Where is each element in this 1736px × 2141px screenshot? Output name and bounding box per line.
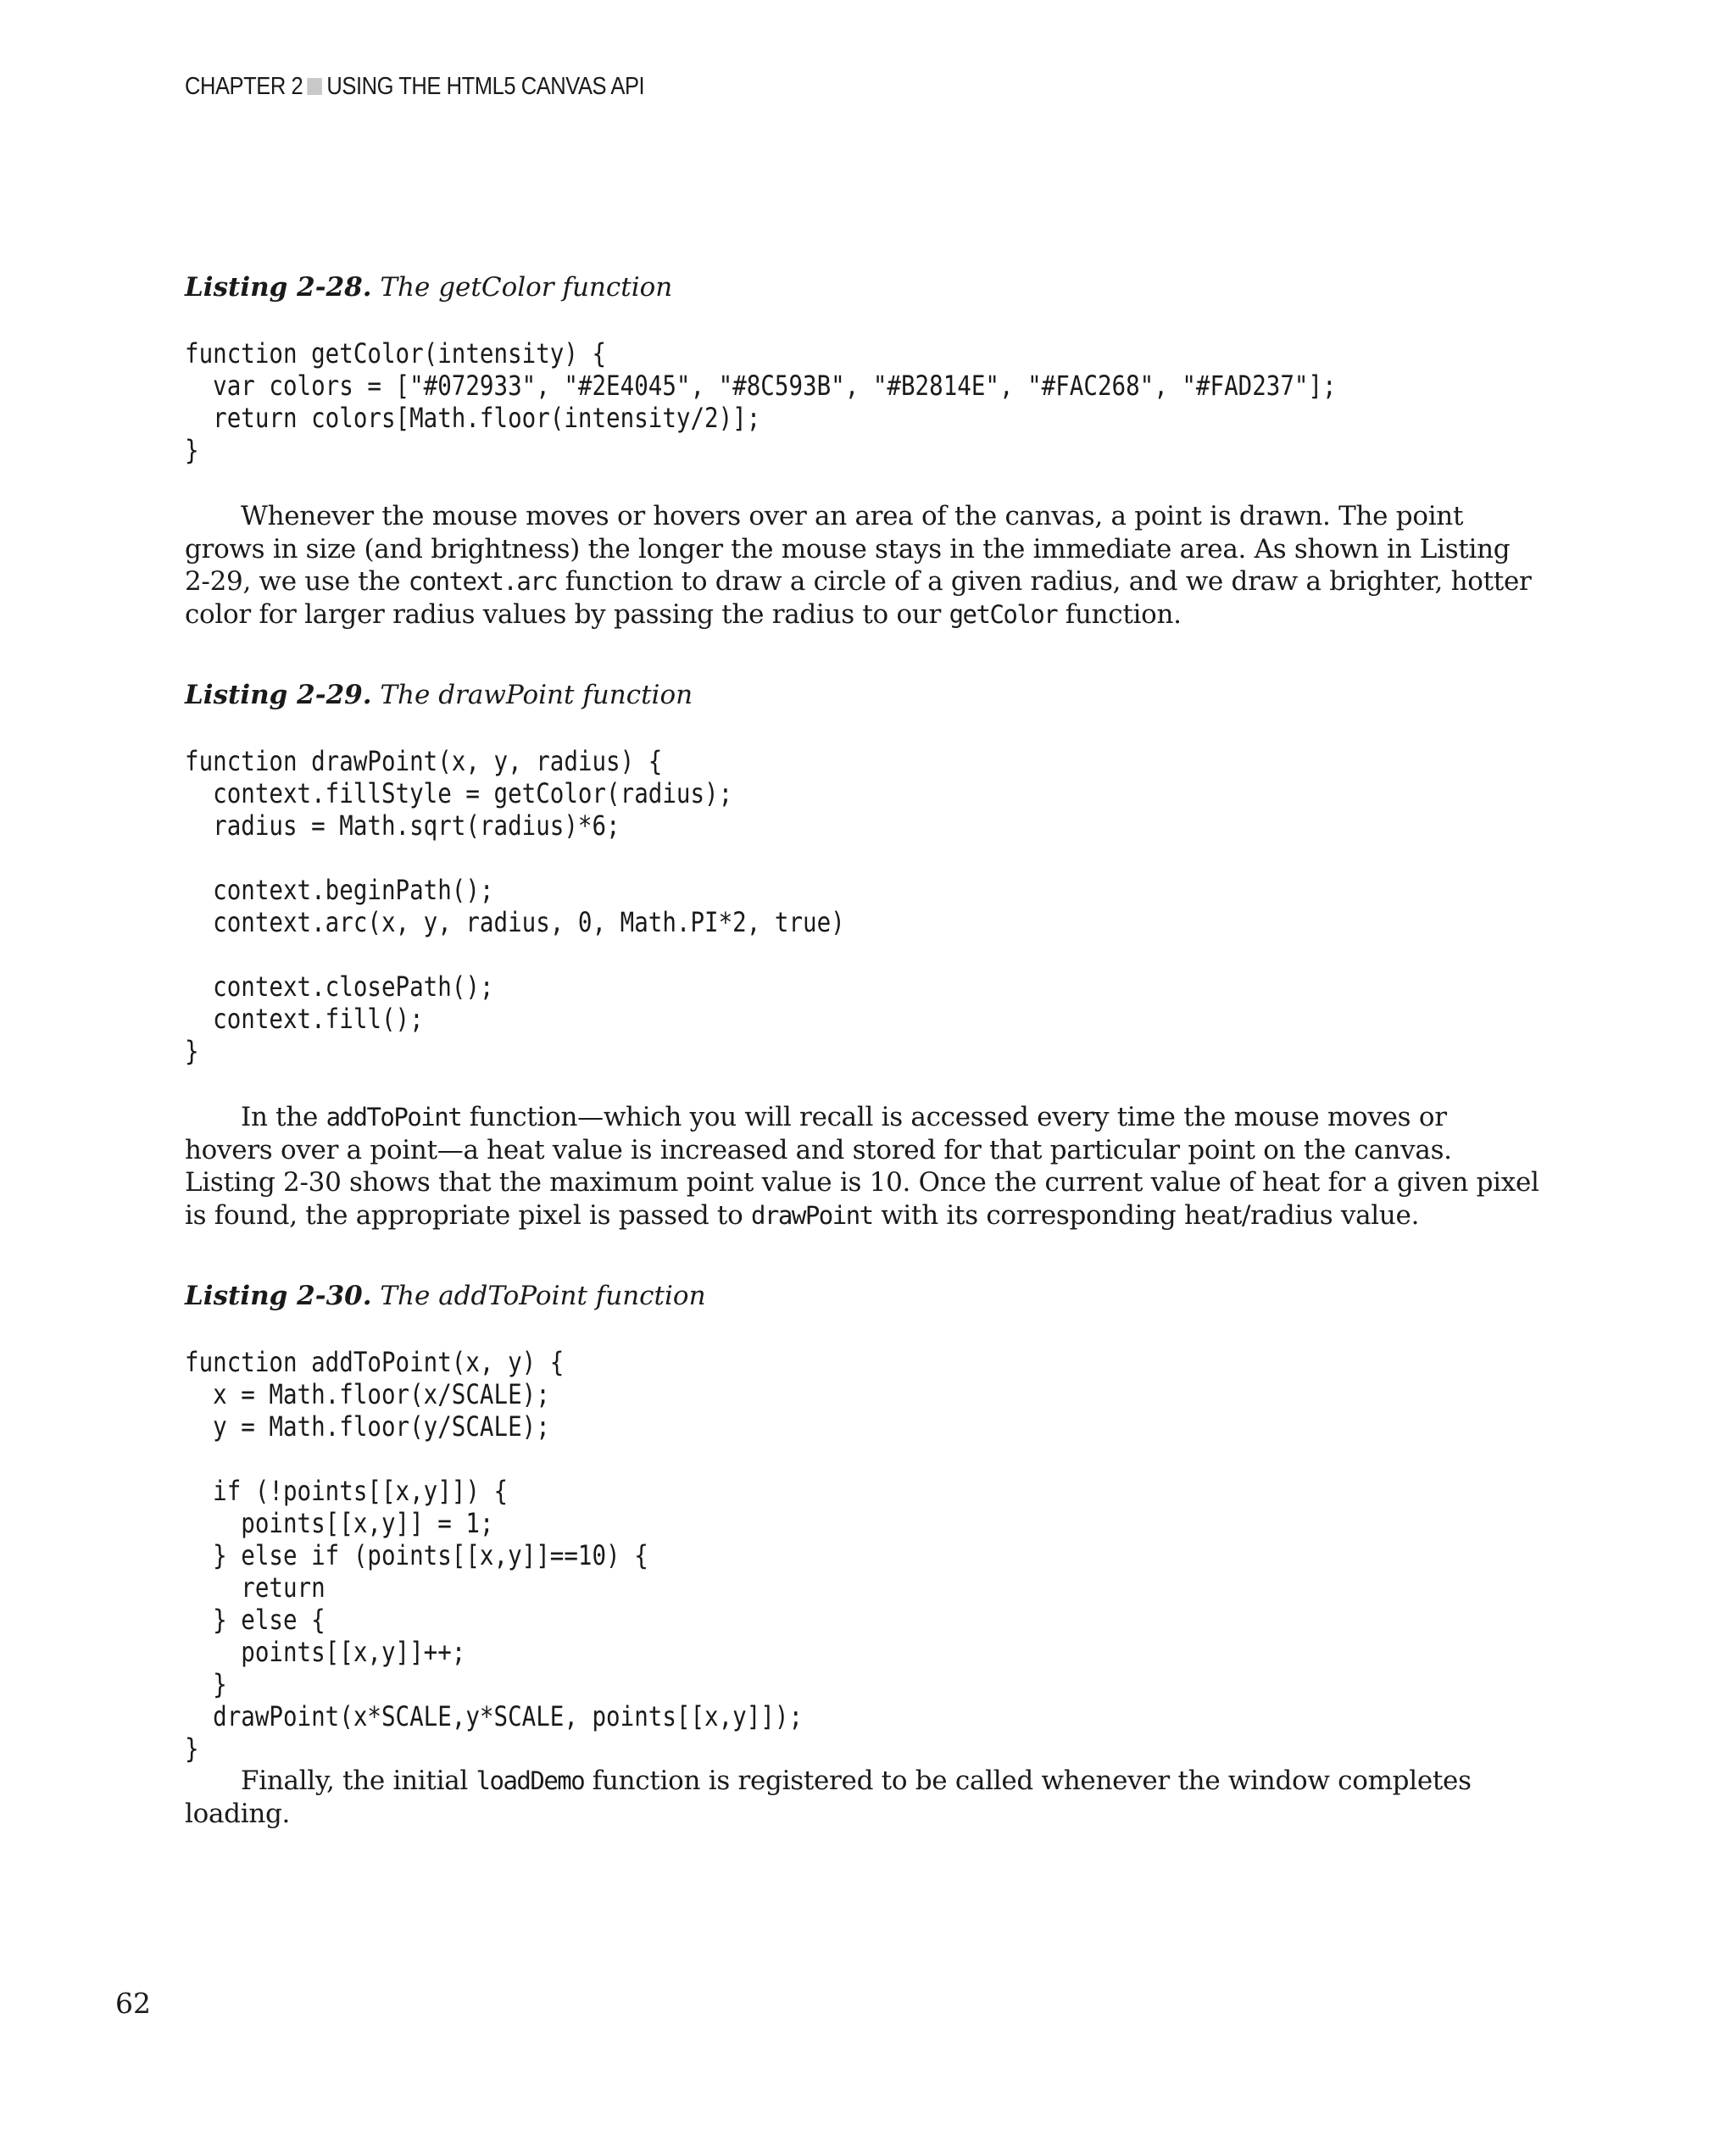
square-separator-icon xyxy=(308,78,323,95)
paragraph-text: Finally, the initial xyxy=(241,1766,476,1796)
paragraph-text: function. xyxy=(1057,598,1182,630)
code-block-addtopoint: function addToPoint(x, y) { x = Math.floor(x/SCALE); y = Math.floor(y/SCALE); if (!points[[x,y]]) { points[[x,y]] = 1; } else if (points[[x,y]]==10) { return } else { points[[x,y]]++; } drawPoint(x*SCALE,y*SCALE, points[[x,y]]); } xyxy=(185,1346,804,1765)
paragraph-text: In the xyxy=(241,1102,326,1132)
listing-title: The getColor function xyxy=(380,272,673,303)
body-paragraph-1 xyxy=(185,500,1541,631)
paragraph-text: function is registered to be called whenever the window completes loading. xyxy=(185,1766,1472,1829)
listing-caption-2-29 xyxy=(185,679,1541,711)
inline-code: drawPoint xyxy=(751,1200,873,1230)
paragraph-text: function to draw a circle of a given radius, and we draw a brighter, hotter color for larger radius values by passing the radius to our xyxy=(185,566,1532,630)
code-block-drawpoint: function drawPoint(x, y, radius) { context.fillStyle = getColor(radius); radius = Math.sqrt(radius)*6; context.beginPath(); context.arc(x, y, radius, 0, Math.PI*2, true) context.closePath(); context.fill(); } xyxy=(185,745,845,1067)
listing-label: Listing 2-28. xyxy=(185,272,372,303)
body-paragraph-2 xyxy=(185,1101,1541,1232)
inline-code: getColor xyxy=(949,599,1058,629)
inline-code: addToPoint xyxy=(326,1103,462,1132)
paragraph-text: Whenever the mouse moves or hovers over an area of the canvas, a point is drawn. The point grows in size (and brightness) the longer the mouse stays in the immediate area. As shown in Listing 2-29, we use the xyxy=(185,501,1511,597)
listing-label: Listing 2-30. xyxy=(185,1281,372,1311)
running-header xyxy=(185,73,644,101)
body-paragraph-3 xyxy=(185,1765,1541,1830)
page-number: 62 xyxy=(115,1987,151,2020)
listing-caption-2-28 xyxy=(185,271,1541,303)
listing-title: The drawPoint function xyxy=(380,680,693,710)
listing-label: Listing 2-29. xyxy=(185,680,372,710)
listing-title: The addToPoint function xyxy=(380,1281,706,1311)
inline-code: loadDemo xyxy=(476,1766,585,1795)
code-block-getcolor: function getColor(intensity) { var colors = ["#072933", "#2E4045", "#8C593B", "#B2814E", "#FAC268", "#FAD237"]; return colors[Math.floor(intensity/2)]; } xyxy=(185,337,1337,466)
page-body xyxy=(185,271,1541,1830)
paragraph-text: function—which you will recall is accessed every time the mouse moves or hovers over a point—a heat value is increased and stored for that particular point on the canvas. Listing 2-30 shows that the maximum point value is 10. Once the current value of heat for a given pixel is found, the appropriate pixel is passed to xyxy=(185,1102,1539,1231)
inline-code: context.arc xyxy=(408,567,558,596)
chapter-label: CHAPTER 2 xyxy=(185,73,303,100)
listing-caption-2-30 xyxy=(185,1280,1541,1312)
chapter-title: USING THE HTML5 CANVAS API xyxy=(326,73,645,100)
paragraph-text: with its corresponding heat/radius value. xyxy=(872,1199,1420,1231)
